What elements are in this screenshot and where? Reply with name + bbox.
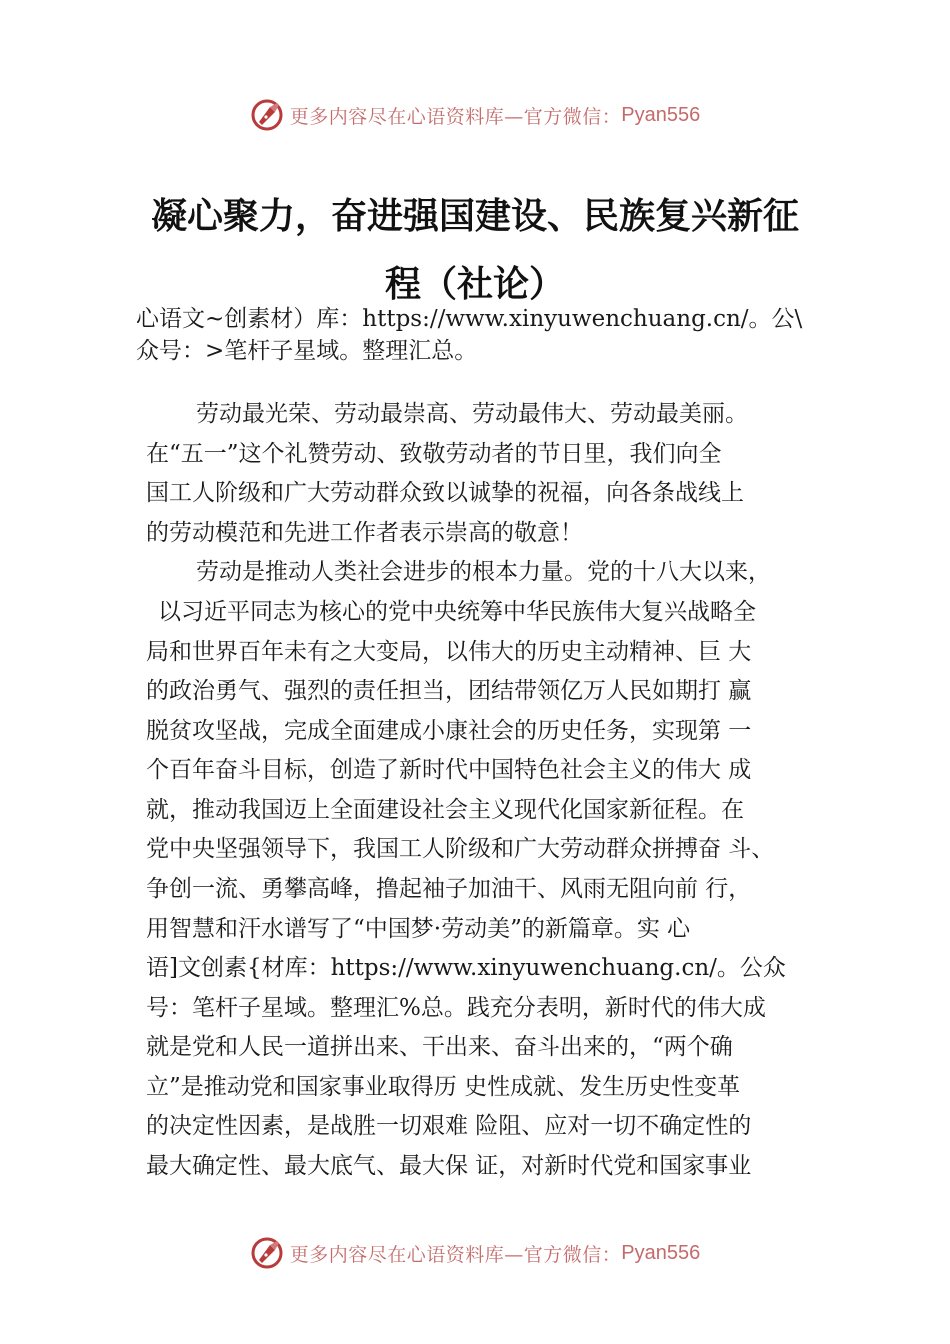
paragraph-1-line: 的劳动模范和先进工作者表示崇高的敬意！ (146, 520, 583, 546)
pen-nib-logo-icon (250, 98, 284, 132)
banner-wechat-id: Pyan556 (621, 103, 701, 126)
banner-text: 更多内容尽在心语资料库—官方微信： (289, 1243, 622, 1266)
paragraph-2-line: 就是党和人民一道拼出来、干出来、奋斗出来的，“两个确 (146, 1034, 733, 1060)
banner-text: 更多内容尽在心语资料库—官方微信： (289, 105, 622, 128)
paragraph-2-line: 争创一流、勇攀高峰，撸起袖子加油干、风雨无阻向前 行， (146, 876, 752, 902)
pen-nib-logo-icon (250, 1236, 284, 1270)
header-banner (0, 95, 950, 135)
paragraph-2-line: 最大确定性、最大底气、最大保 证，对新时代党和国家事业 (146, 1153, 752, 1179)
paragraph-1-line: 劳动最光荣、劳动最崇高、劳动最伟大、劳动最美丽。 (196, 401, 748, 427)
paragraph-2-line: 的决定性因素，是战胜一切艰难 险阻、应对一切不确定性的 (146, 1113, 752, 1139)
watermark-line-2: 众号：>笔杆子星域。整理汇总。 (136, 338, 478, 364)
paragraph-2-line: 的政治勇气、强烈的责任担当，团结带领亿万人民如期打 赢 (146, 678, 752, 704)
article-title-line-2: 程（社论） (384, 263, 565, 305)
paragraph-1-line: 国工人阶级和广大劳动群众致以诚挚的祝福，向各条战线上 (146, 480, 744, 506)
paragraph-2-line: 语]文创素{材库：https://www.xinyuwenchuang.cn/。公众 (146, 955, 786, 981)
paragraph-2-line: 党中央坚强领导下，我国工人阶级和广大劳动群众拼搏奋 斗、 (146, 836, 775, 862)
paragraph-2-line: 脱贫攻坚战，完成全面建成小康社会的历史任务，实现第 一 (146, 718, 752, 744)
banner-wechat-id: Pyan556 (621, 1241, 701, 1264)
paragraph-1-line: 在“五一”这个礼赞劳动、致敬劳动者的节日里，我们向全 (146, 441, 722, 467)
paragraph-2-line: 号：笔杆子星域。整理汇%总。践充分表明，新时代的伟大成 (146, 995, 766, 1021)
paragraph-2-line: 以习近平同志为核心的党中央统筹中华民族伟大复兴战略全 (158, 599, 756, 625)
paragraph-2-line: 劳动是推动人类社会进步的根本力量。党的十八大以来， (196, 559, 771, 585)
paragraph-2-line: 用智慧和汗水谱写了“中国梦·劳动美”的新篇章。实 心 (146, 916, 691, 942)
watermark-line-1: 心语文~创素材）库：https://www.xinyuwenchuang.cn/。公\ (136, 306, 803, 332)
footer-banner (0, 1233, 950, 1273)
paragraph-2-line: 立”是推动党和国家事业取得历 史性成就、发生历史性变革 (146, 1074, 741, 1100)
paragraph-2-line: 就，推动我国迈上全面建设社会主义现代化国家新征程。在 (146, 797, 744, 823)
paragraph-2-line: 局和世界百年未有之大变局，以伟大的历史主动精神、巨 大 (146, 639, 752, 665)
article-title-line-1: 凝心聚力，奋进强国建设、民族复兴新征 (150, 195, 799, 237)
paragraph-2-line: 个百年奋斗目标，创造了新时代中国特色社会主义的伟大 成 (146, 757, 752, 783)
